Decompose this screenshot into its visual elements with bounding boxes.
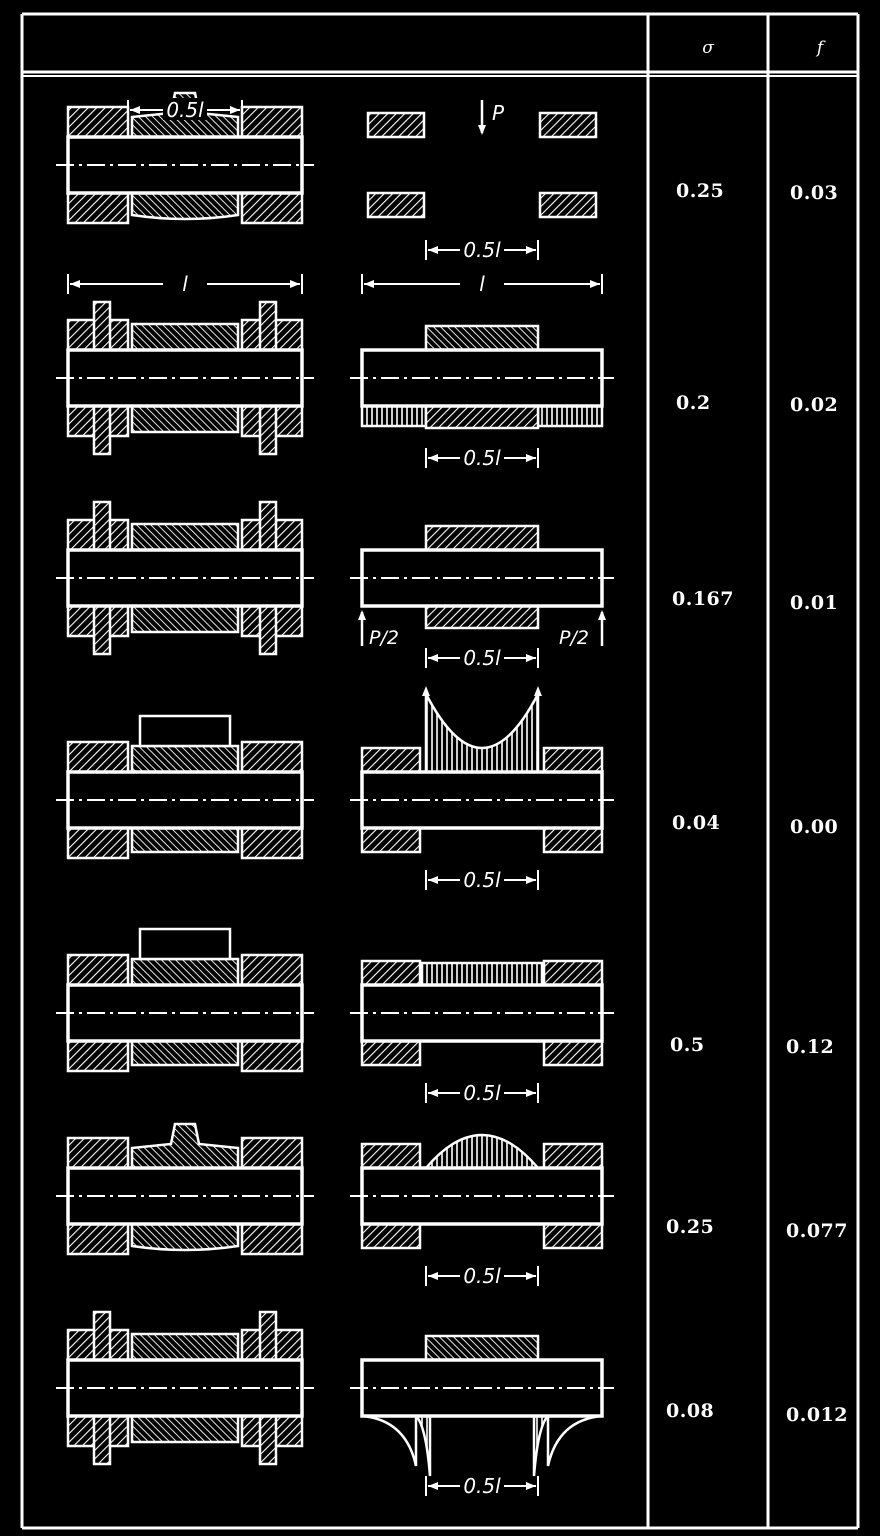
housing-right-top	[242, 107, 302, 137]
arrow-head	[534, 686, 542, 696]
housing-right-top	[242, 955, 302, 985]
bearing-top	[426, 1336, 538, 1360]
support-bottom	[540, 193, 596, 217]
support-top	[540, 113, 596, 137]
f-value-3: 0.01	[790, 592, 839, 614]
f-value-5: 0.12	[786, 1036, 835, 1058]
length-label: l	[479, 272, 485, 296]
half-length-label: 0.5l	[463, 646, 501, 670]
flange	[260, 1416, 276, 1464]
bushing-top	[132, 524, 238, 550]
arrow-head	[478, 125, 486, 135]
arrow-head	[598, 610, 606, 620]
support-top	[368, 113, 424, 137]
arrow-head	[526, 876, 536, 884]
arrow-head	[428, 246, 438, 254]
f-value-6: 0.077	[786, 1220, 848, 1242]
arched-load	[426, 1135, 538, 1168]
flange	[94, 502, 110, 550]
arrow-head	[526, 1272, 536, 1280]
support-bottom	[544, 828, 602, 852]
support-bottom	[362, 828, 420, 852]
f-value-7: 0.012	[786, 1404, 848, 1426]
support-top	[362, 1144, 420, 1168]
housing-right-bottom	[242, 828, 302, 858]
edge-load	[534, 1416, 548, 1476]
support-bottom	[362, 1041, 420, 1065]
arrow-head	[428, 654, 438, 662]
bushing-boss	[140, 716, 230, 746]
edge-curve	[362, 1416, 416, 1466]
flange	[260, 606, 276, 654]
flange	[260, 406, 276, 454]
housing-left-top	[68, 107, 128, 137]
flange	[94, 606, 110, 654]
housing-left-bottom	[68, 1224, 128, 1254]
flange	[260, 1312, 276, 1360]
housing-right-bottom	[242, 1041, 302, 1071]
arrow-head	[526, 1482, 536, 1490]
support-bottom	[544, 1224, 602, 1248]
bushing-bottom	[132, 406, 238, 432]
support-top	[544, 961, 602, 985]
arrow-head	[526, 454, 536, 462]
support-bottom	[368, 193, 424, 217]
bushing-top	[132, 746, 238, 772]
support-top	[544, 1144, 602, 1168]
housing-left-top	[68, 742, 128, 772]
reaction-label-right: P/2	[559, 627, 589, 649]
edge-load	[416, 1416, 430, 1476]
housing-left-bottom	[68, 1041, 128, 1071]
sigma-value-7: 0.08	[666, 1400, 715, 1422]
bushing-top	[132, 1124, 238, 1168]
support-bottom	[544, 1041, 602, 1065]
length-label: l	[182, 272, 188, 296]
housing-left-top	[68, 955, 128, 985]
sigma-value-6: 0.25	[666, 1216, 715, 1238]
half-length-label: 0.5l	[463, 446, 501, 470]
arrow-head	[290, 280, 300, 288]
housing-right-top	[242, 1138, 302, 1168]
header-sigma: σ	[702, 38, 714, 58]
edge-curve	[548, 1416, 602, 1466]
support-top	[362, 748, 420, 772]
support-top	[544, 748, 602, 772]
sigma-value-4: 0.04	[672, 812, 721, 834]
arrow-head	[364, 280, 374, 288]
half-length-label: 0.5l	[463, 1474, 501, 1498]
housing-left-bottom	[68, 193, 128, 223]
load-label-P: P	[491, 101, 505, 125]
housing-right-bottom	[242, 1224, 302, 1254]
arrow-head	[130, 106, 140, 114]
bearing-bottom	[426, 406, 538, 428]
support-bottom	[362, 1224, 420, 1248]
housing-right-bottom	[242, 193, 302, 223]
flange	[94, 1312, 110, 1360]
arrow-head	[428, 1089, 438, 1097]
flange	[94, 406, 110, 454]
f-value-1: 0.03	[790, 182, 839, 204]
flange	[260, 302, 276, 350]
bearing-top	[426, 526, 538, 550]
arrow-head	[526, 246, 536, 254]
sigma-value-2: 0.2	[676, 392, 711, 414]
bushing-bottom	[132, 1224, 238, 1250]
housing-right-top	[242, 742, 302, 772]
bushing-bottom	[132, 1041, 238, 1065]
f-value-2: 0.02	[790, 394, 839, 416]
housing-left-bottom	[68, 828, 128, 858]
bearing-top	[426, 326, 538, 350]
arrow-head	[526, 654, 536, 662]
bushing-top	[132, 1334, 238, 1360]
bushing-boss	[140, 929, 230, 959]
sigma-value-3: 0.167	[672, 588, 734, 610]
half-length-label: 0.5l	[166, 98, 204, 122]
arrow-head	[358, 610, 366, 620]
arrow-head	[428, 1482, 438, 1490]
support-top	[362, 961, 420, 985]
bearing-bottom	[426, 606, 538, 628]
arrow-head	[70, 280, 80, 288]
flange	[94, 302, 110, 350]
housing-left-top	[68, 1138, 128, 1168]
flange	[94, 1416, 110, 1464]
arrow-head	[428, 1272, 438, 1280]
bushing-bottom	[132, 1416, 238, 1442]
reaction-label-left: P/2	[369, 627, 399, 649]
bushing-top	[132, 324, 238, 350]
half-length-label: 0.5l	[463, 1081, 501, 1105]
flange	[260, 502, 276, 550]
header-f: f	[816, 38, 824, 58]
half-length-label: 0.5l	[463, 238, 501, 262]
arrow-head	[422, 686, 430, 696]
half-length-label: 0.5l	[463, 1264, 501, 1288]
sigma-value-5: 0.5	[670, 1034, 705, 1056]
bushing-bottom	[132, 606, 238, 632]
distributed-load	[538, 406, 602, 426]
bushing-top	[132, 959, 238, 985]
half-length-label: 0.5l	[463, 868, 501, 892]
bushing-bottom	[132, 828, 238, 852]
arrow-head	[526, 1089, 536, 1097]
uniform-load	[422, 963, 542, 985]
arrow-head	[428, 454, 438, 462]
parabolic-load	[426, 694, 538, 772]
distributed-load	[362, 406, 426, 426]
sigma-value-1: 0.25	[676, 180, 725, 202]
bushing-bottom	[132, 193, 238, 219]
arrow-head	[428, 876, 438, 884]
arrow-head	[230, 106, 240, 114]
f-value-4: 0.00	[790, 816, 839, 838]
arrow-head	[590, 280, 600, 288]
